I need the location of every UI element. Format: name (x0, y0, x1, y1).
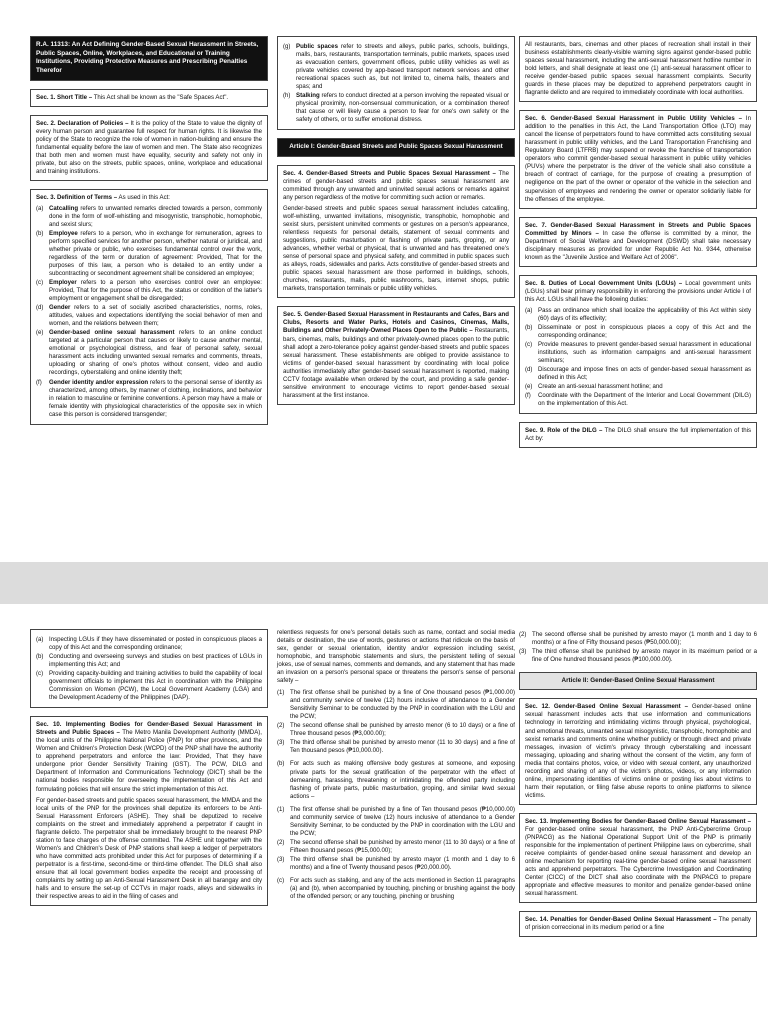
sub-item-list (277, 760, 515, 800)
section-heading: Sec. 14. Penalties for Gender-Based Online Sexual Harassment – (525, 916, 717, 924)
item-marker: (a) (525, 306, 533, 314)
item-marker: (g) (283, 43, 291, 50)
article-1-heading: Article I: Gender-Based Streets and Public Spaces Sexual Harassment (277, 138, 515, 157)
item-text: The third offense shall be punished by arresto mayor (1 month and 1 day to 6 months) and a fine of Twenty thousand pesos (₱20,000.00). (290, 855, 515, 871)
definition-list (36, 205, 262, 419)
definition: refers to unwanted remarks directed towards a person, commonly done in the form of wolf-whistling and misogynistic, transphobic, homophobic, and sexist slurs; (49, 204, 262, 228)
section-text: As used in this Act: (117, 193, 170, 201)
definition: refers to an online conduct targeted at a particular person that causes or likely to cause another mental, emotional or psychological distress, and fear of personal safety, sexual harassment acts including unwanted sexual remarks and comments, threats, uploading or sharing of one's photos without consent, video and audio recordings, cyberstalking and online identity theft; (49, 329, 262, 377)
section-text: The crimes of gender-based streets and public spaces sexual harassment are committed through any unwanted and uninvited sexual actions or remarks against any person regardless of the motive for committing such action or remarks. (283, 169, 509, 202)
item-marker: (d) (36, 304, 44, 312)
list-item (36, 230, 262, 278)
item-text: For acts such as stalking, and any of the acts mentioned in Section 11 paragraphs (a) and (b), when accompanied by touching, pinching or brushing against the body of the offended person; or any touching, pinching or brushing (290, 876, 515, 900)
list-item (36, 670, 262, 702)
section-4 (277, 165, 515, 298)
term: Gender (49, 304, 71, 312)
term: Catcalling (49, 204, 79, 212)
section-14 (519, 911, 757, 937)
column-1 (30, 36, 268, 433)
dilg-roles-list (36, 636, 262, 702)
item-marker: (b) (525, 323, 533, 331)
penalties-list (277, 689, 515, 755)
section-text: Restaurants, bars, cinemas, malls, buildings and other privately-owned places open to the public shall adopt a zero-tolerance policy against gender-based streets and public spaces sexual harassment. These establishments are obliged to provide assistance to victims of gender-based sexual harassment by coordinating with local police authorities immediately after gender-based sexual harassment is reported, making CCTV footage available when ordered by the court, and providing a safe gender-sensitive environment to encourage victims to report gender-based sexual harassment at the first instance. (283, 327, 509, 399)
list-item (36, 279, 262, 303)
definition: refers to a person, who in exchange for remuneration, agrees to perform specified services for another person, whether natural or juridical, and whether private or public, who exercises fundamental control over the work, regardless of the term or duration of agreement: Provided, That for the purposes of this law, a person who is detailed to an entity under a subcontracting or secondment agreement shall be considered an employee; (49, 229, 262, 278)
section-heading: Sec. 7. Gender-Based Sexual Harassment in Streets and Public Spaces Committed by Minors – (525, 221, 751, 237)
item-marker: (3) (277, 739, 285, 747)
item-marker: (c) (36, 279, 44, 287)
item-text: The third offense shall be punished by arresto menor (11 to 30 days) and a fine of Ten thousand pesos (₱10,000.00). (290, 739, 515, 755)
section-9 (519, 422, 757, 448)
section-11-continued (277, 629, 515, 901)
section-10 (30, 716, 268, 906)
section-text: The Metro Manila Development Authority (MMDA), the local units of the Philippine National Police (PNP) for other provinces, and the Women and Children's Protection Desk (WCPD) of the PNP shall have the authority to apprehend perpetrators and enforce the law: Provided, That they have undergone prior Gender Sensitivity Training (GST). The PCW, DILG and Department of Information and Communications Technology (DICT) shall be the national bodies responsible for overseeing the implementation of this Act and formulating policies that will ensure the strict implementation of this Act. (36, 729, 262, 793)
list-item (519, 631, 757, 647)
item-marker: (1) (277, 689, 285, 697)
list-item (525, 366, 751, 382)
definition: refer to streets and alleys, public parks, schools, buildings, malls, bars, restaurants, transportation terminals, public markets, spaces used as evacuation centers, government offices, public utility vehicles as well as private vehicles covered by app-based transport network services and other recreational spaces such as, but not limited to, cinema halls, theaters and spas; and (296, 43, 509, 91)
definition: refers to a person who exercises control over an employee: Provided, That for the purpose of this Act, the status or condition of the latter's employment or engagement shall be disregarded; (49, 279, 262, 303)
item-text: Inspecting LGUs if they have disseminated or posted in conspicuous places a copy of this Act and the corresponding ordinance; (49, 636, 262, 652)
definition: refers to the personal sense of identity as characterized, among others, by manner of clothing, inclinations, and behavior in relation to masculine or feminine conventions. A person may have a male or female identity with physiological characteristics of the opposite sex in which case this person is considered transgender; (49, 378, 262, 418)
term: Stalking (296, 92, 320, 100)
item-text: The first offense shall be punished by a fine of One thousand pesos (₱1,000.00) and community service of twelve (12) hours inclusive of attendance to a Gender Sensitivity Seminar to be conducted by the PNP in coordination with the LGU and the PCW; (290, 689, 515, 721)
item-marker: (1) (277, 805, 285, 813)
list-item (36, 205, 262, 229)
section-heading: Sec. 1. Short Title – (36, 93, 93, 101)
item-marker: (c) (525, 340, 533, 348)
section-1 (30, 89, 268, 107)
section-text: The DILG shall ensure the full implementation of this Act by: (525, 427, 751, 443)
section-heading: Sec. 9. Role of the DILG – (525, 427, 603, 435)
section-heading: Sec. 3. Definition of Terms – (36, 193, 118, 201)
definition: refers to a set of socially ascribed characteristics, norms, roles, attitudes, values and expectations identifying the social behavior of men and women, and the relations between them; (49, 304, 262, 328)
list-item (36, 379, 262, 419)
section-text: Gender-based online sexual harassment includes acts that use information and communications technology in terrorizing and intimidating victims through physical, psychological, and emotional threats, unwanted sexual misogynistic, transphobic, homophobic and sexist remarks and comments online whether publicly or through direct and private messages, invasion of victim's privacy through cyberstalking and incessant messaging, uploading and sharing without the consent of the victim, any form of media that contains photos, voice, or video with sexual content, any unauthorized recording and sharing of any of the victim's photos, videos, or any information online, impersonating identities of victims online or posting lies about victims to harm their reputation, or filing false abuse reports to online platforms to silence victims. (525, 703, 751, 799)
item-marker: (b) (36, 653, 44, 661)
section-12 (519, 698, 757, 804)
item-text: Providing capacity-building and training activities to build the capability of local government officials to implement this Act in coordination with the Philippine Commission on Women (PCW), the Local Government Academy (LGA) and the Development Academy of the Philippines (DAP). (49, 670, 262, 702)
column-1 (30, 629, 268, 914)
section-paragraph: relentless requests for one's personal details such as name, contact and social media details or destination, the use of words, gestures or actions that ridicule on the basis of sex, gender or sexual orientation, identity and/or expression including sexist, homophobic, and transphobic statements and slurs, the persistent telling of sexual jokes, use of sexual names, comments and demands, and any statement that has made an invasion on a person's personal space or threatens the person's sense of personal safety – (277, 629, 515, 685)
term: Employer (49, 279, 77, 287)
item-text: Provide measures to prevent gender-based sexual harassment in educational institutions, such as information campaigns and anti-sexual harassment seminars; (538, 340, 751, 364)
section-heading: Sec. 4. Gender-Based Streets and Public Spaces Sexual Harassment – (283, 169, 496, 177)
section-heading: Sec. 6. Gender-Based Sexual Harassment in Public Utility Vehicles – (525, 115, 743, 123)
list-item (283, 92, 509, 124)
item-text: The second offense shall be punished by arresto mayor (1 month and 1 day to 6 months) or a fine of Fifty thousand pesos (₱50,000.00); (532, 631, 757, 647)
section-5 (277, 306, 515, 404)
term: Gender-based online sexual harassment (49, 329, 175, 337)
duties-list (525, 307, 751, 408)
section-13 (519, 813, 757, 903)
item-text: The first offense shall be punished by a fine of Ten thousand pesos (₱10,000.00) and community service of twelve (12) hours inclusive of attendance to a Gender Sensitivity Seminar, to be conducted by the PNP in coordination with the LGU and the PCW; (290, 805, 515, 837)
section-paragraph: For gender-based streets and public spaces sexual harassment, the MMDA and the local units of the PNP for the provinces shall deputize its enforcers to be Anti-Sexual Harassment Enforcers (ASHE). They shall be deputized to receive complaints on the street and immediately apprehend a perpetrator if caught in flagrante delicto. The perpetrator shall be immediately brought to the nearest PNP station to face charges of the offense committed. The ASHE unit together with the Women's and Children's Desk of PNP stations shall keep a ledger of perpetrators who have committed acts prohibited under this Act for purposes of determining if a perpetrator is a first-time, second-time or third-time offender. The DILG shall also ensure that all local government bodies expedite the receipt and processing of complaints by setting up an Anti-Sexual Harassment Desk in all barangay and city halls and to ensure the set-up of CCTVs in major roads, alleys and sidewalks in their respective areas to aid in the filing of cases and (36, 796, 262, 900)
item-marker: (2) (277, 838, 285, 846)
item-text: Create an anti-sexual harassment hotline; and (538, 383, 663, 391)
definition-list (283, 43, 509, 124)
list-item (525, 341, 751, 365)
article-2-heading: Article II: Gender-Based Online Sexual Harassment (519, 672, 757, 690)
item-marker: (b) (36, 229, 44, 237)
item-marker: (f) (36, 378, 42, 386)
section-text: In case the offense is committed by a minor, the Department of Social Welfare and Development (DSWD) shall take necessary disciplinary measures as provided for under Republic Act No. 9344, otherwise known as the "Juvenile Justice and Welfare Act of 2006". (525, 229, 751, 261)
list-item (277, 806, 515, 838)
section-text: This Act shall be known as the "Safe Spaces Act". (92, 93, 229, 101)
definition: refers to conduct directed at a person involving the repeated visual or physical proximity, non-consensual communication, or a combination thereof that cause or will likely cause a person to fear for one's own safety or the safety of others, or to suffer emotional distress. (296, 92, 509, 124)
list-item (277, 722, 515, 738)
list-item (525, 307, 751, 323)
sub-item-list (277, 877, 515, 901)
item-text: Disseminate or post in conspicuous places a copy of this Act and the corresponding ordinance; (538, 323, 751, 339)
item-marker: (2) (519, 631, 527, 638)
section-heading: Sec. 13. Implementing Bodies for Gender-Based Online Sexual Harassment – (525, 817, 751, 825)
list-item (36, 329, 262, 377)
section-text: It is the policy of the State to value the dignity of every human person and guarantee full respect for human rights. It is likewise the policy of the State to recognize the role of women in nation-building and ensure the fundamental equality before the law of women and men. The State also recognizes that both men and women must have equality, security and safety not only in private, but also on the streets, public spaces, online, workplace and educational and training institutions. (36, 119, 262, 175)
section-heading: Sec. 5. Gender-Based Sexual Harassment in Restaurants and Cafes, Bars and Clubs, Resorts and Water Parks, Hotels and Casinos, Cinemas, Malls, Buildings and Other Privately-Owned Places Open to the Public – (283, 311, 509, 335)
item-marker: (c) (36, 670, 44, 678)
item-text: Pass an ordinance which shall localize the applicability of this Act within sixty (60) days of its effectivity; (538, 306, 751, 322)
section-6 (519, 110, 757, 208)
item-text: The third offense shall be punished by arresto mayor in its maximum period or a fine of One hundred thousand pesos (₱100,000.00). (532, 648, 757, 664)
penalties-continued (519, 631, 757, 664)
section-heading: Sec. 10. Implementing Bodies for Gender-Based Sexual Harassment in Streets and Public Spaces – (36, 721, 262, 737)
column-2 (277, 36, 515, 413)
item-text: The second offense shall be punished by arresto menor (6 to 10 days) or a fine of Three thousand pesos (₱3,000.00); (290, 722, 515, 738)
section-text: Local government units (LGUs) shall bear primary responsibility in enforcing the provisions under Article I of this Act. LGUs shall have the following duties: (525, 279, 751, 303)
penalties-list (519, 631, 757, 664)
list-item (277, 856, 515, 872)
section-paragraph: Gender-based streets and public spaces sexual harassment includes catcalling, wolf-whistling, unwanted invitations, misogynistic, transphobic, homophobic and sexist slurs, persistent uninvited comments or gestures on a person's appearance, relentless requests for personal details, statement of sexual comments and suggestions, public masturbation or flashing of private parts, groping, or any advances, whether verbal or physical, that is unwanted and has threatened one's sense of personal space and physical safety, and committed in public spaces such as alleys, roads, sidewalks and parks. Acts constitutive of gender-based streets and public spaces sexual harassment are those performed in buildings, schools, churches, restaurants, malls, public washrooms, bars, internet shops, public markets, transportation terminals or public utility vehicles. (283, 205, 509, 293)
list-item (525, 383, 751, 391)
item-marker: (c) (277, 876, 285, 884)
section-text: In addition to the penalties in this Act, the Land Transportation Office (LTO) may cancel the license of perpetrators found to have committed acts constituting sexual harassment in public utility vehicles, and the Land Transportation Franchising and Regulatory Board (LTFRB) may suspend or revoke the franchise of transportation operators who commit gender-based sexual harassment in public utility vehicles (PUVs) where the perpetrator is the driver of the vehicle shall also constitute a breach of contract of carriage, for the purpose of creating a presumption of negligence on the part of the owner or operator of the vehicle in the selection and supervision of employees and rendering the owner or operator solidarily liable for the offenses of the employee. (525, 115, 751, 203)
term: Public spaces (296, 43, 338, 50)
item-marker: (a) (36, 636, 44, 643)
list-item (277, 877, 515, 901)
section-heading: Sec. 2. Declaration of Policies – (36, 119, 129, 127)
item-marker: (h) (283, 92, 291, 100)
item-marker: (2) (277, 722, 285, 730)
list-item (525, 324, 751, 340)
item-marker: (e) (36, 329, 44, 337)
column-3 (519, 629, 757, 945)
list-item (277, 689, 515, 721)
term: Employee (49, 229, 78, 237)
item-text: Conducting and overseeing surveys and studies on best practices of LGUs in implementing this Act; and (49, 653, 262, 669)
item-marker: (b) (277, 760, 285, 768)
item-text: Discourage and impose fines on acts of gender-based sexual harassment as defined in this Act; (538, 366, 751, 382)
penalties-list (277, 806, 515, 872)
term: Gender identity and/or expression (49, 378, 149, 386)
section-3-continued (277, 36, 515, 130)
item-marker: (3) (277, 855, 285, 863)
column-3 (519, 36, 757, 456)
list-item (525, 392, 751, 408)
item-marker: (d) (525, 366, 533, 374)
list-item (36, 636, 262, 652)
section-7 (519, 217, 757, 267)
item-marker: (e) (525, 383, 533, 391)
section-text: For gender-based online sexual harassment, the PNP Anti-Cybercrime Group (PNPACG) as the National Operational Support Unit of the PNP is primarily responsible for the implementation of pertinent Philippine laws on cybercrime, shall receive complaints of gender-based online sexual harassment and develop an online mechanism for reporting real-time gender-based online sexual harassment acts and apprehend perpetrators. The Cybercrime Investigation and Coordinating Center (CICC) of the DICT shall also coordinate with the PNPACG to prepare appropriate and effective measures to monitor and penalize gender-based online sexual harassment. (525, 825, 751, 898)
list-item (519, 648, 757, 664)
document-page-bottom (0, 604, 768, 1024)
list-item (36, 653, 262, 669)
item-marker: (a) (36, 204, 44, 212)
section-8 (519, 275, 757, 414)
document-title: R.A. 11313: An Act Defining Gender-Based Sexual Harassment in Streets, Public Spaces, Online, Workplaces, and Educational or Training Institutions, Providing Protective Measures and Prescribing Penalties Therefor (30, 36, 268, 81)
section-9-continued (30, 629, 268, 708)
section-3 (30, 189, 268, 425)
list-item (277, 760, 515, 800)
section-text: The penalty of prision correccional in its medium period or a fine (525, 916, 751, 932)
section-5-continued: All restaurants, bars, cinemas and other places of recreation shall install in their business establishments clearly-visible warning signs against gender-based public spaces sexual harassment, including the anti-sexual harassment hotline number in bold letters, and shall designate at least one (1) anti-sexual harassment officer to receive gender-based public spaces sexual harassment complaints. Security guards in these places may be deputized to apprehend perpetrators caught in flagrante delicto and are required to immediately coordinate with local authorities. (519, 36, 757, 102)
list-item (283, 43, 509, 91)
section-2 (30, 115, 268, 181)
item-text: Coordinate with the Department of the Interior and Local Government (DILG) on the implementation of this Act. (538, 392, 751, 408)
item-marker: (3) (519, 648, 527, 656)
list-item (36, 304, 262, 328)
section-heading: Sec. 8. Duties of Local Government Units (LGUs) – (525, 279, 683, 287)
list-item (277, 839, 515, 855)
item-text: The second offense shall be punished by arresto menor (11 to 30 days) or a fine of Fifteen thousand pesos (₱15,000.00); (290, 838, 515, 854)
section-heading: Sec. 12. Gender-Based Online Sexual Harassment – (525, 703, 688, 711)
item-text: For acts such as making offensive body gestures at someone, and exposing private parts for the sexual gratification of the perpetrator with the effect of demeaning, harassing, threatening or intimidating the offended party including flashing of private parts, public masturbation, groping, and similar lewd sexual actions – (290, 760, 515, 800)
item-marker: (f) (525, 392, 531, 400)
list-item (277, 739, 515, 755)
column-2 (277, 629, 515, 902)
